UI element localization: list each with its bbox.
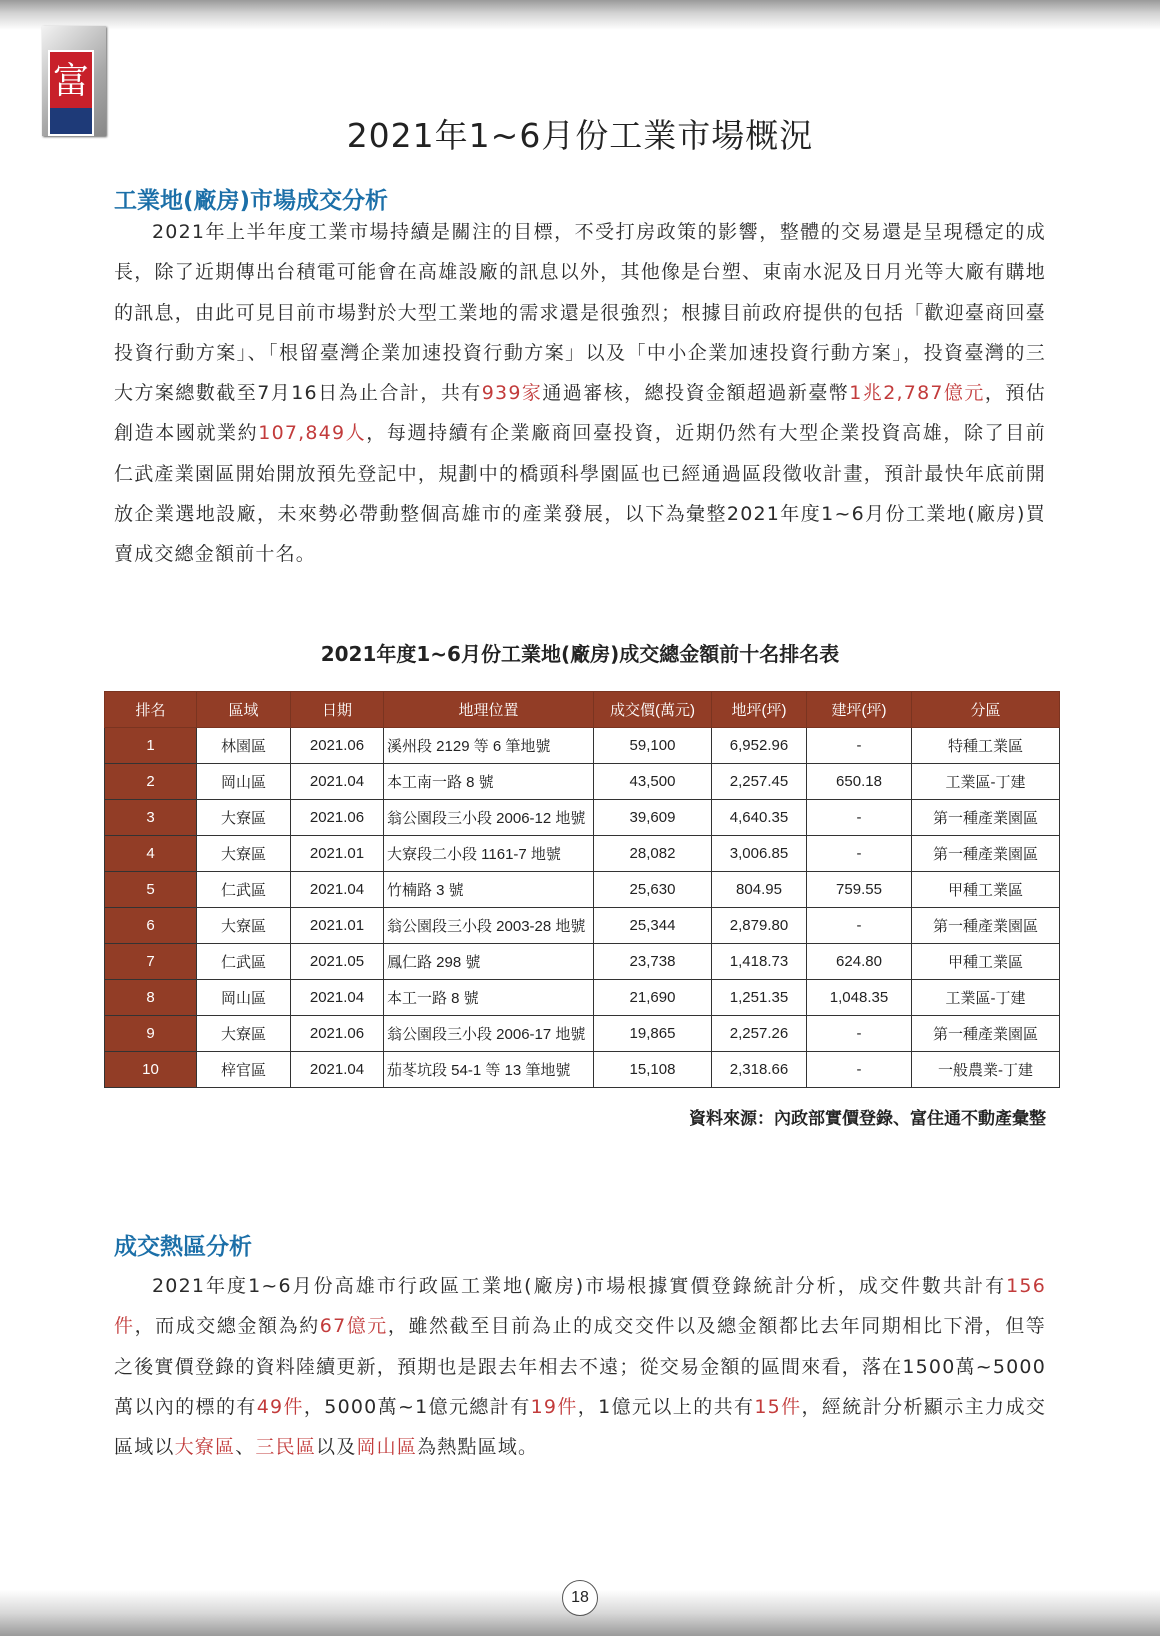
highlight-figure: 156件 (114, 1275, 1046, 1338)
land-area-cell: 2,879.80 (712, 908, 807, 944)
price-cell: 19,865 (594, 1016, 712, 1052)
zoning-cell: 第一種產業園區 (912, 836, 1060, 872)
price-cell: 28,082 (594, 836, 712, 872)
district-cell: 大寮區 (197, 1016, 291, 1052)
highlight-figure: 岡山區 (356, 1436, 418, 1459)
section-heading-transaction-analysis: 工業地(廠房)市場成交分析 (114, 188, 389, 214)
land-area-cell: 804.95 (712, 872, 807, 908)
zoning-cell: 工業區-丁建 (912, 764, 1060, 800)
rank-cell: 6 (105, 908, 197, 944)
text-run: 通過審核，總投資金額超過新臺幣 (542, 382, 850, 405)
date-cell: 2021.06 (291, 728, 384, 764)
zoning-cell: 特種工業區 (912, 728, 1060, 764)
text-run: 以及 (316, 1436, 357, 1459)
price-cell: 43,500 (594, 764, 712, 800)
location-cell: 茄苳坑段 54-1 等 13 筆地號 (384, 1052, 594, 1088)
table-row (105, 980, 1060, 1016)
land-area-cell: 3,006.85 (712, 836, 807, 872)
column-header: 地理位置 (384, 692, 594, 728)
column-header: 分區 (912, 692, 1060, 728)
table-row (105, 944, 1060, 980)
building-area-cell: 650.18 (807, 764, 912, 800)
table-row (105, 872, 1060, 908)
rank-cell: 8 (105, 980, 197, 1016)
table-title: 2021年度1~6月份工業地(廠房)成交總金額前十名排名表 (320, 642, 840, 666)
zoning-cell: 工業區-丁建 (912, 980, 1060, 1016)
highlight-figure: 67億元 (319, 1315, 388, 1338)
district-cell: 梓官區 (197, 1052, 291, 1088)
highlight-figure: 19件 (530, 1395, 578, 1418)
column-header: 建坪(坪) (807, 692, 912, 728)
zoning-cell: 甲種工業區 (912, 944, 1060, 980)
zoning-cell: 第一種產業園區 (912, 800, 1060, 836)
zoning-cell: 甲種工業區 (912, 872, 1060, 908)
district-cell: 大寮區 (197, 800, 291, 836)
rank-cell: 10 (105, 1052, 197, 1088)
land-area-cell: 2,318.66 (712, 1052, 807, 1088)
zoning-cell: 第一種產業園區 (912, 1016, 1060, 1052)
building-area-cell: 1,048.35 (807, 980, 912, 1016)
rank-cell: 2 (105, 764, 197, 800)
data-source-note: 資料來源：內政部實價登錄、富住通不動產彙整 (689, 1109, 1046, 1129)
location-cell: 翁公園段三小段 2006-12 地號 (384, 800, 594, 836)
highlight-figure: 三民區 (255, 1436, 317, 1459)
rank-cell: 5 (105, 872, 197, 908)
zoning-cell: 一般農業-丁建 (912, 1052, 1060, 1088)
rank-cell: 4 (105, 836, 197, 872)
logo-glyph: 富 (52, 61, 89, 102)
location-cell: 本工一路 8 號 (384, 980, 594, 1016)
text-run: ，預估創造本國就業約 (114, 382, 1046, 445)
land-area-cell: 1,251.35 (712, 980, 807, 1016)
price-cell: 23,738 (594, 944, 712, 980)
table-row (105, 908, 1060, 944)
location-cell: 本工南一路 8 號 (384, 764, 594, 800)
land-area-cell: 2,257.45 (712, 764, 807, 800)
date-cell: 2021.01 (291, 908, 384, 944)
location-cell: 翁公園段三小段 2006-17 地號 (384, 1016, 594, 1052)
text-run: ，經統計分析顯示主力成交區域以 (114, 1395, 1047, 1459)
building-area-cell: 759.55 (807, 872, 912, 908)
district-cell: 大寮區 (197, 836, 291, 872)
rank-cell: 3 (105, 800, 197, 836)
column-header: 日期 (291, 692, 384, 728)
location-cell: 竹楠路 3 號 (384, 872, 594, 908)
table-row (105, 1016, 1060, 1052)
date-cell: 2021.05 (291, 944, 384, 980)
column-header: 地坪(坪) (712, 692, 807, 728)
ranking-table (104, 691, 1060, 1088)
text-run: 2021年度1~6月份高雄市行政區工業地(廠房)市場根據實價登錄統計分析，成交件數共計有 (152, 1275, 1007, 1297)
location-cell: 翁公園段三小段 2003-28 地號 (384, 908, 594, 944)
building-area-cell: - (807, 728, 912, 764)
section-heading-hot-zone-analysis: 成交熱區分析 (114, 1234, 252, 1260)
highlight-figure: 49件 (256, 1395, 304, 1418)
building-area-cell: - (807, 1052, 912, 1088)
building-area-cell: - (807, 1016, 912, 1052)
date-cell: 2021.06 (291, 800, 384, 836)
column-header: 成交價(萬元) (594, 692, 712, 728)
rank-cell: 7 (105, 944, 197, 980)
district-cell: 岡山區 (197, 764, 291, 800)
table-row (105, 728, 1060, 764)
rank-cell: 9 (105, 1016, 197, 1052)
land-area-cell: 2,257.26 (712, 1016, 807, 1052)
date-cell: 2021.04 (291, 1052, 384, 1088)
top-gradient-band (0, 0, 1160, 30)
table-row (105, 800, 1060, 836)
text-run: ，而成交總金額為約 (134, 1315, 320, 1338)
text-run: 2021年上半年度工業市場持續是關注的目標，不受打房政策的影響，整體的交易還是呈現穩定的成長，除了近期傳出台積電可能會在高雄設廠的訊息以外，其他像是台塑、東南水泥及日月光等大廠有購地的訊息，由此可見目前市場對於大型工業地的需求還是很強烈；根據目前政府提供的包括「歡迎臺商回臺投資行動方案」、「根留臺灣企業加速投資行動方案」以及「中小企業加速投資行動方案」，投資臺灣的三大方案總數截至7月16日為止合計，共有 (114, 221, 1046, 405)
price-cell: 21,690 (594, 980, 712, 1016)
building-area-cell: - (807, 800, 912, 836)
paragraph-hot-zone-analysis (114, 1266, 1046, 1467)
building-area-cell: 624.80 (807, 944, 912, 980)
price-cell: 25,344 (594, 908, 712, 944)
date-cell: 2021.06 (291, 1016, 384, 1052)
price-cell: 59,100 (594, 728, 712, 764)
highlight-figure: 大寮區 (174, 1436, 236, 1459)
land-area-cell: 6,952.96 (712, 728, 807, 764)
district-cell: 岡山區 (197, 980, 291, 1016)
text-run: ，1億元以上的共有 (577, 1395, 755, 1418)
text-run: ，雖然截至目前為止的成交交件以及總金額都比去年同期相比下滑，但等之後實價登錄的資料陸續更新，預期也是跟去年相去不遠；從交易金額的區間來看，落在1500萬~5000萬以內的標的有 (114, 1315, 1046, 1418)
price-cell: 25,630 (594, 872, 712, 908)
price-cell: 15,108 (594, 1052, 712, 1088)
land-area-cell: 4,640.35 (712, 800, 807, 836)
highlight-figure: 15件 (754, 1395, 802, 1418)
district-cell: 大寮區 (197, 908, 291, 944)
table-row (105, 1052, 1060, 1088)
text-run: ，每週持續有企業廠商回臺投資，近期仍然有大型企業投資高雄，除了目前仁武產業園區開始開放預先登記中，規劃中的橋頭科學園區也已經通過區段徵收計畫，預計最快年底前開放企業選地設廠，未來勢必帶動整個高雄市的產業發展，以下為彙整2021年度1~6月份工業地(廠房)買賣成交總金額前十名。 (114, 422, 1047, 566)
district-cell: 林園區 (197, 728, 291, 764)
location-cell: 鳳仁路 298 號 (384, 944, 594, 980)
table-row (105, 836, 1060, 872)
location-cell: 大寮段二小段 1161-7 地號 (384, 836, 594, 872)
building-area-cell: - (807, 836, 912, 872)
page-number: 18 (562, 1580, 598, 1616)
text-run: ，5000萬~1億元總計有 (303, 1395, 531, 1418)
land-area-cell: 1,418.73 (712, 944, 807, 980)
text-run: 為熱點區域。 (417, 1436, 539, 1459)
highlight-figure: 107,849人 (258, 422, 367, 445)
location-cell: 溪州段 2129 等 6 筆地號 (384, 728, 594, 764)
column-header: 區域 (197, 692, 291, 728)
price-cell: 39,609 (594, 800, 712, 836)
zoning-cell: 第一種產業園區 (912, 908, 1060, 944)
highlight-figure: 1兆2,787億元 (849, 382, 985, 405)
text-run: 、 (235, 1436, 256, 1459)
paragraph-transaction-analysis (114, 212, 1046, 575)
column-header: 排名 (105, 692, 197, 728)
highlight-figure: 939家 (481, 382, 543, 405)
date-cell: 2021.04 (291, 872, 384, 908)
date-cell: 2021.04 (291, 980, 384, 1016)
page-title: 2021年1~6月份工業市場概況 (346, 116, 814, 155)
district-cell: 仁武區 (197, 944, 291, 980)
table-header-row (105, 692, 1060, 728)
date-cell: 2021.04 (291, 764, 384, 800)
building-area-cell: - (807, 908, 912, 944)
table-row (105, 764, 1060, 800)
date-cell: 2021.01 (291, 836, 384, 872)
rank-cell: 1 (105, 728, 197, 764)
district-cell: 仁武區 (197, 872, 291, 908)
